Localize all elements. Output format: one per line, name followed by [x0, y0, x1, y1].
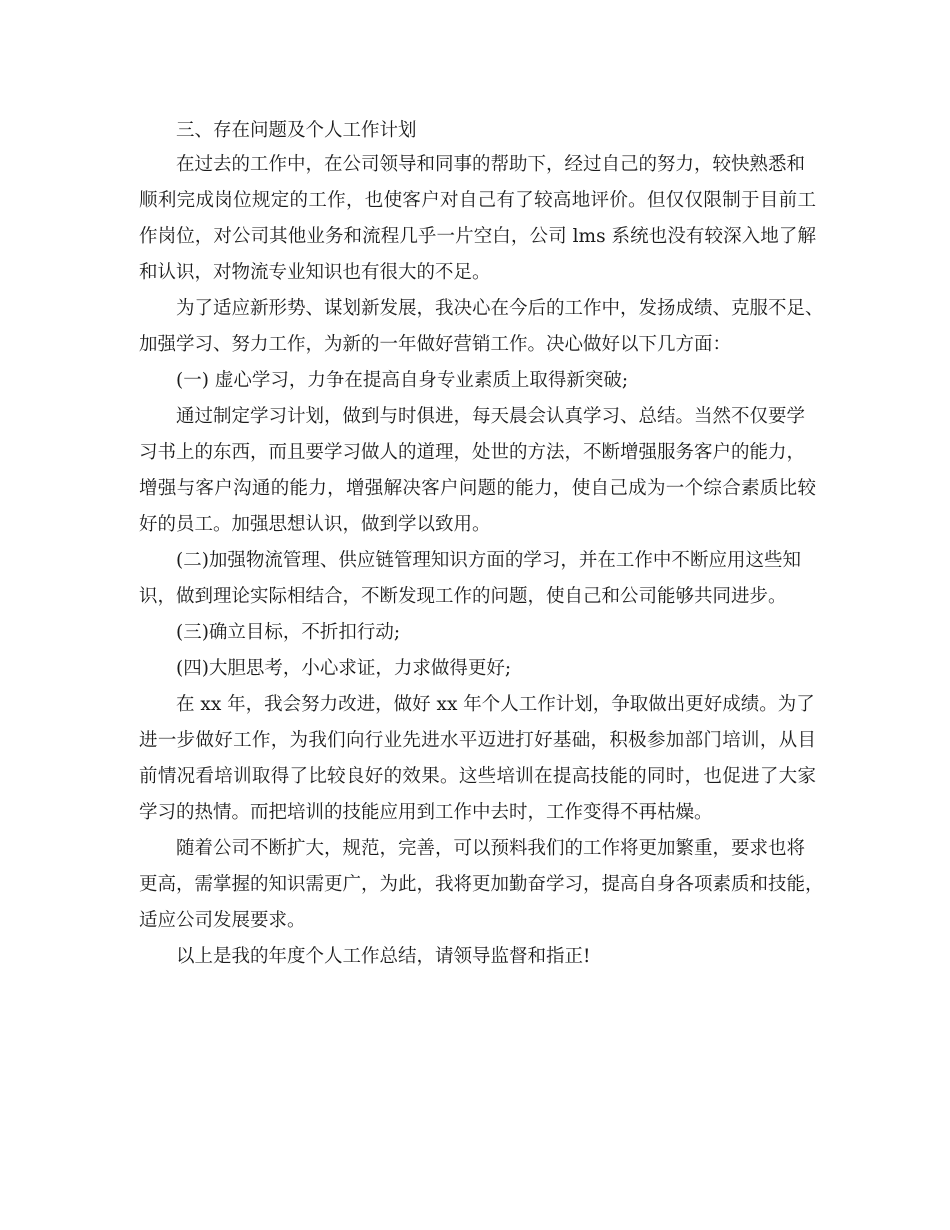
list-item: (四)大胆思考，小心求证，力求做得更好; [176, 658, 512, 679]
paragraph-line: 识，做到理论实际相结合，不断发现工作的问题，使自己和公司能够共同进步。 [139, 586, 787, 607]
paragraph-line: 好的员工。加强思想认识，做到学以致用。 [139, 514, 491, 535]
paragraph-line: 适应公司发展要求。 [139, 910, 306, 931]
closing-line: 以上是我的年度个人工作总结，请领导监督和指正! [176, 946, 591, 967]
paragraph-line: 随着公司不断扩大，规范，完善，可以预料我们的工作将更加繁重，要求也将 [176, 838, 806, 859]
paragraph-line: 习书上的东西，而且要学习做人的道理，处世的方法，不断增强服务客户的能力， [139, 442, 806, 463]
paragraph-line: 增强与客户沟通的能力，增强解决客户问题的能力，使自己成为一个综合素质比较 [139, 478, 816, 499]
paragraph-line: 通过制定学习计划，做到与时俱进，每天晨会认真学习、总结。当然不仅要学 [176, 406, 806, 427]
paragraph-line: 学习的热情。而把培训的技能应用到工作中去时，工作变得不再枯燥。 [139, 802, 713, 823]
list-item: (一) 虚心学习，力争在提高自身专业素质上取得新突破; [176, 370, 629, 391]
paragraph-line: 在过去的工作中，在公司领导和同事的帮助下，经过自己的努力，较快熟悉和 [176, 154, 806, 175]
paragraph-line: 为了适应新形势、谋划新发展，我决心在今后的工作中，发扬成绩、克服不足、 [176, 298, 824, 319]
paragraph-line: 加强学习、努力工作，为新的一年做好营销工作。决心做好以下几方面： [139, 334, 732, 355]
paragraph-line: 进一步做好工作，为我们向行业先进水平迈进打好基础，积极参加部门培训，从目 [139, 730, 816, 751]
list-item: (二)加强物流管理、供应链管理知识方面的学习，并在工作中不断应用这些知 [176, 550, 801, 571]
section-heading: 三、存在问题及个人工作计划 [176, 120, 417, 141]
list-item: (三)确立目标，不折扣行动; [176, 622, 401, 643]
paragraph-line: 在 xx 年，我会努力改进，做好 xx 年个人工作计划，争取做出更好成绩。为了 [176, 694, 815, 715]
paragraph-line: 作岗位，对公司其他业务和流程几乎一片空白，公司 lms 系统也没有较深入地了解 [139, 226, 816, 247]
paragraph-line: 更高，需掌握的知识需更广，为此，我将更加勤奋学习，提高自身各项素质和技能， [139, 874, 824, 895]
paragraph-line: 和认识，对物流专业知识也有很大的不足。 [139, 262, 491, 283]
paragraph-line: 顺利完成岗位规定的工作，也使客户对自己有了较高地评价。但仅仅限制于目前工 [139, 190, 816, 211]
paragraph-line: 前情况看培训取得了比较良好的效果。这些培训在提高技能的同时，也促进了大家 [139, 766, 816, 787]
